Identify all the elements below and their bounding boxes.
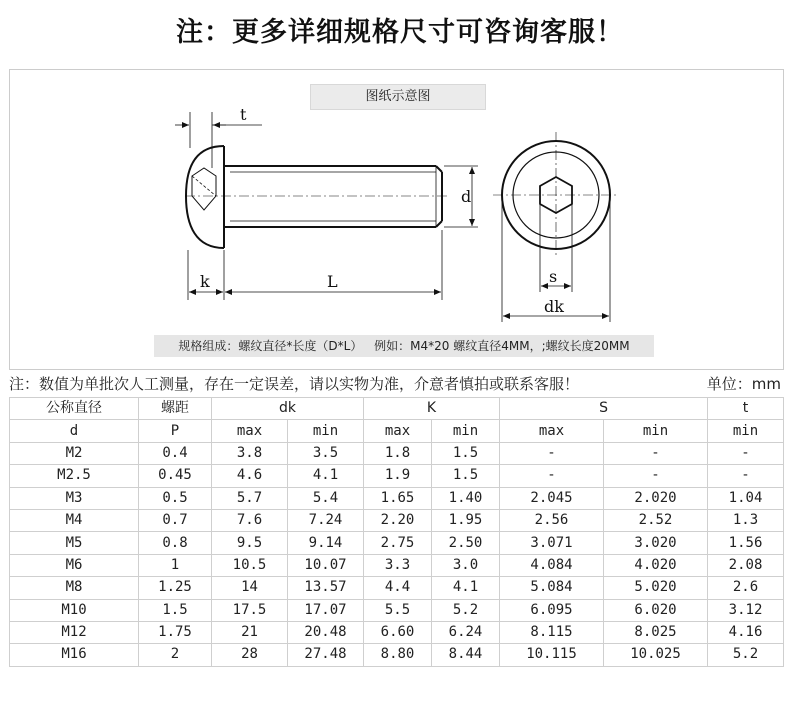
table-subheader-cell: min: [432, 420, 500, 442]
table-cell: M2.5: [10, 465, 139, 487]
table-cell: 10.5: [212, 554, 288, 576]
table-cell: 9.14: [288, 532, 364, 554]
table-cell: 2.6: [708, 577, 784, 599]
table-header-cell: 公称直径: [10, 398, 139, 420]
table-header-cell: K: [364, 398, 500, 420]
table-cell: 4.4: [364, 577, 432, 599]
table-row: [10, 487, 784, 509]
table-cell: 3.071: [500, 532, 604, 554]
spec-composition-bar: [154, 335, 654, 357]
label-dk: dk: [544, 297, 564, 316]
label-d: d: [461, 187, 472, 206]
table-cell: M8: [10, 577, 139, 599]
table-cell: 0.4: [139, 442, 212, 464]
table-subheader-cell: max: [364, 420, 432, 442]
table-cell: 8.44: [432, 644, 500, 666]
table-subheader-cell: P: [139, 420, 212, 442]
table-cell: 8.025: [604, 621, 708, 643]
table-cell: 7.24: [288, 509, 364, 531]
table-cell: 3.5: [288, 442, 364, 464]
table-cell: 4.1: [432, 577, 500, 599]
table-cell: M4: [10, 509, 139, 531]
table-cell: 1.9: [364, 465, 432, 487]
table-cell: 1.5: [432, 442, 500, 464]
table-cell: 2: [139, 644, 212, 666]
screw-top-view: [493, 132, 619, 322]
table-header-row: [10, 398, 784, 420]
table-cell: 4.6: [212, 465, 288, 487]
table-cell: 1.65: [364, 487, 432, 509]
table-cell: 17.5: [212, 599, 288, 621]
table-cell: 5.2: [708, 644, 784, 666]
table-row: [10, 554, 784, 576]
table-cell: 2.20: [364, 509, 432, 531]
table-cell: 1.5: [432, 465, 500, 487]
table-cell: 27.48: [288, 644, 364, 666]
label-L: L: [327, 272, 338, 291]
table-cell: 17.07: [288, 599, 364, 621]
drawing-caption: 图纸示意图: [310, 84, 486, 110]
table-subheader-cell: max: [500, 420, 604, 442]
table-cell: 1: [139, 554, 212, 576]
table-cell: 4.020: [604, 554, 708, 576]
label-k: k: [200, 272, 210, 291]
table-cell: 2.75: [364, 532, 432, 554]
table-cell: 20.48: [288, 621, 364, 643]
table-row: [10, 442, 784, 464]
table-cell: 1.75: [139, 621, 212, 643]
table-cell: 9.5: [212, 532, 288, 554]
label-t: t: [240, 105, 247, 124]
table-cell: M6: [10, 554, 139, 576]
table-cell: 5.020: [604, 577, 708, 599]
table-cell: 8.115: [500, 621, 604, 643]
table-row: [10, 644, 784, 666]
table-cell: 6.095: [500, 599, 604, 621]
table-header-cell: 螺距: [139, 398, 212, 420]
table-cell: 0.45: [139, 465, 212, 487]
table-row: [10, 621, 784, 643]
table-cell: M3: [10, 487, 139, 509]
table-subheader-cell: min: [708, 420, 784, 442]
table-cell: 2.045: [500, 487, 604, 509]
table-cell: 2.56: [500, 509, 604, 531]
table-cell: 10.07: [288, 554, 364, 576]
unit-label: 单位：mm: [706, 375, 781, 393]
table-cell: -: [500, 442, 604, 464]
table-subheader-cell: max: [212, 420, 288, 442]
dimension-labels: [200, 105, 564, 316]
table-row: [10, 577, 784, 599]
table-header-cell: t: [708, 398, 784, 420]
table-cell: 7.6: [212, 509, 288, 531]
spec-table-body: [10, 398, 784, 667]
table-cell: M10: [10, 599, 139, 621]
table-cell: M2: [10, 442, 139, 464]
measurement-note: [9, 372, 783, 396]
table-cell: 10.115: [500, 644, 604, 666]
table-cell: 1.56: [708, 532, 784, 554]
table-cell: 5.4: [288, 487, 364, 509]
table-cell: -: [708, 465, 784, 487]
table-cell: 3.0: [432, 554, 500, 576]
table-cell: 2.50: [432, 532, 500, 554]
table-cell: 5.7: [212, 487, 288, 509]
table-cell: 0.7: [139, 509, 212, 531]
spec-composition: 规格组成：螺纹直径*长度（D*L）: [178, 339, 363, 353]
table-cell: 6.24: [432, 621, 500, 643]
table-subheader-row: [10, 420, 784, 442]
page-title: 注：更多详细规格尺寸可咨询客服！: [176, 17, 624, 48]
table-cell: -: [500, 465, 604, 487]
table-row: [10, 532, 784, 554]
table-cell: -: [708, 442, 784, 464]
table-cell: 2.52: [604, 509, 708, 531]
table-cell: 5.5: [364, 599, 432, 621]
table-cell: 1.5: [139, 599, 212, 621]
table-cell: 4.1: [288, 465, 364, 487]
table-cell: 3.020: [604, 532, 708, 554]
table-cell: 3.3: [364, 554, 432, 576]
table-subheader-cell: min: [288, 420, 364, 442]
table-cell: 1.95: [432, 509, 500, 531]
table-cell: 5.084: [500, 577, 604, 599]
table-cell: 13.57: [288, 577, 364, 599]
table-cell: 14: [212, 577, 288, 599]
table-cell: 1.8: [364, 442, 432, 464]
table-cell: 0.5: [139, 487, 212, 509]
table-cell: M12: [10, 621, 139, 643]
note-text: 注：数值为单批次人工测量，存在一定误差，请以实物为准，介意者慎拍或联系客服！: [9, 375, 580, 393]
table-cell: 3.12: [708, 599, 784, 621]
table-cell: 0.8: [139, 532, 212, 554]
table-cell: 2.08: [708, 554, 784, 576]
table-cell: 1.40: [432, 487, 500, 509]
table-cell: 2.020: [604, 487, 708, 509]
table-cell: M5: [10, 532, 139, 554]
spec-example: 例如：M4*20 螺纹直径4MM，;螺纹长度20MM: [374, 339, 630, 353]
table-cell: M16: [10, 644, 139, 666]
table-row: [10, 509, 784, 531]
table-cell: -: [604, 465, 708, 487]
table-cell: 28: [212, 644, 288, 666]
table-cell: 6.60: [364, 621, 432, 643]
table-cell: 1.25: [139, 577, 212, 599]
table-row: [10, 599, 784, 621]
table-cell: 10.025: [604, 644, 708, 666]
table-cell: 21: [212, 621, 288, 643]
table-cell: 5.2: [432, 599, 500, 621]
table-cell: 8.80: [364, 644, 432, 666]
table-subheader-cell: min: [604, 420, 708, 442]
table-row: [10, 465, 784, 487]
label-s: s: [549, 267, 558, 286]
table-subheader-cell: d: [10, 420, 139, 442]
spec-table: [9, 397, 784, 667]
table-cell: 3.8: [212, 442, 288, 464]
table-cell: 1.04: [708, 487, 784, 509]
table-cell: 1.3: [708, 509, 784, 531]
table-header-cell: dk: [212, 398, 364, 420]
table-cell: -: [604, 442, 708, 464]
table-header-cell: S: [500, 398, 708, 420]
table-cell: 6.020: [604, 599, 708, 621]
table-cell: 4.16: [708, 621, 784, 643]
table-cell: 4.084: [500, 554, 604, 576]
